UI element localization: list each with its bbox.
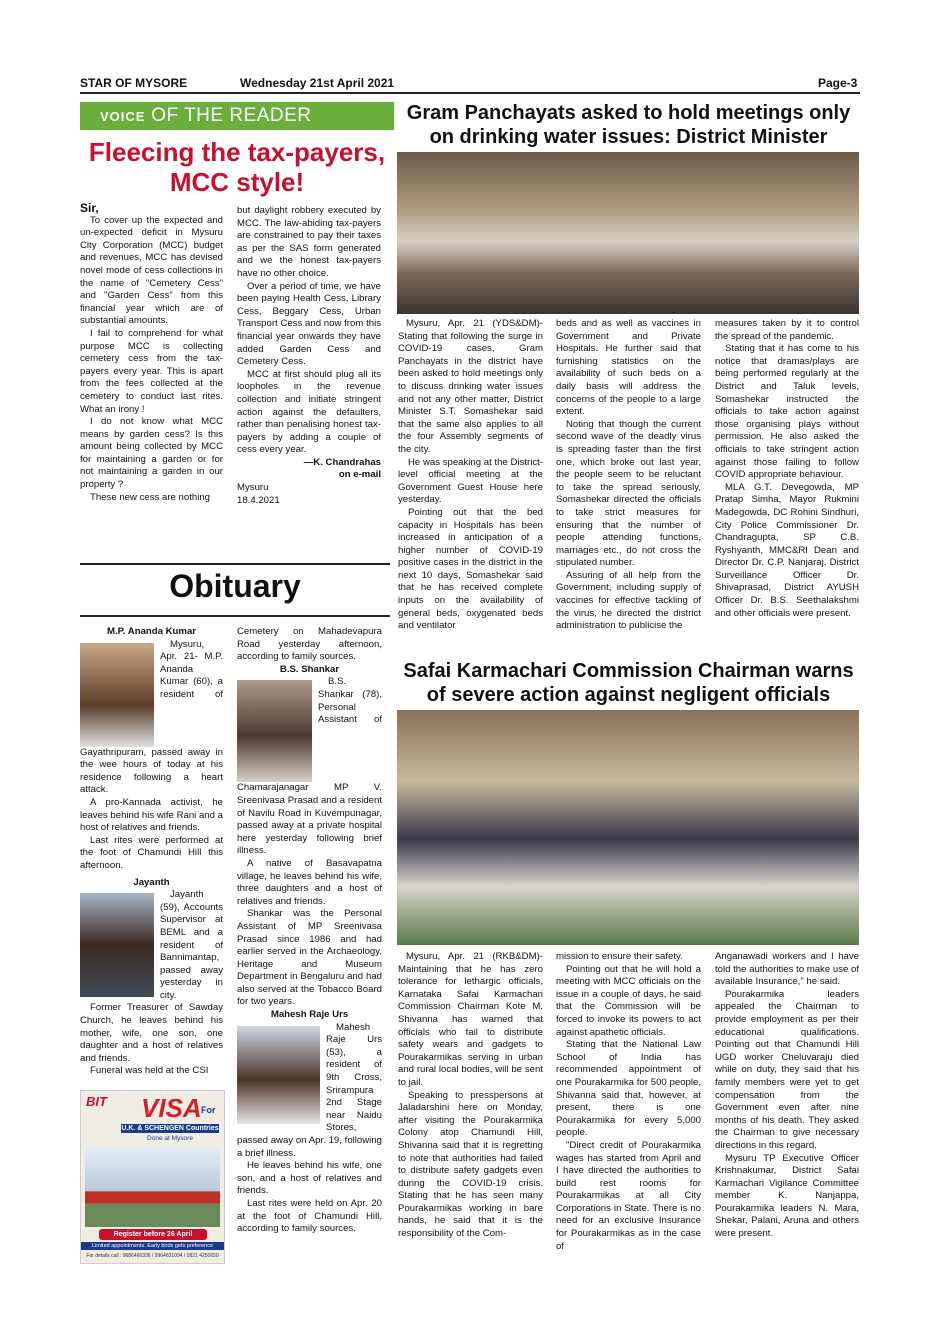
- gp-para: Noting that though the current second wave of the deadly virus is spreading faster than the first one, which broke out last year, the people seem to be reluctant to take the spread seriously, Somashekar directed the officials to take strict measures for ensuring that the number of people attending functions, marriages etc., do not cross the stipulated number.: [556, 418, 701, 569]
- gp-col-2: [556, 318, 701, 633]
- sk-headline: [395, 659, 862, 707]
- gp-headline-1: Gram Panchayats asked to hold meetings only: [406, 102, 851, 124]
- voice-headline-2: MCC style!: [169, 167, 305, 197]
- obituary-rule: [80, 563, 390, 565]
- obit-text: Funeral was held at the CSI: [90, 1065, 209, 1077]
- sk-para: Anganawadi workers and I have told the authorities to make use of available Insurance," he said.: [715, 951, 859, 988]
- obit-col-2: [237, 626, 382, 1236]
- voice-salutation: Sir,: [80, 201, 99, 215]
- gp-headline-2: on drinking water issues: District Minister: [429, 126, 828, 148]
- sk-col-3: [715, 951, 859, 1241]
- sk-col-2: [556, 951, 701, 1253]
- obituary-title: Obituary: [169, 568, 301, 604]
- gp-para: Stating that it has come to his notice that dramas/plays are being performed regularly at the District and Taluk levels, Somashekar instructed the officials to take action against those organising plays without permission. He also asked the officials to take stringent action against those failing to follow COVID appropriate behaviour.: [715, 343, 859, 481]
- obit-text: A pro-Kannada activist, he leaves behind his wife Rani and a host of relatives and friends.: [80, 796, 223, 834]
- page-number: Page-3: [818, 76, 858, 90]
- obit-text: Former Treasurer of Sawday Church, he leaves behind his mother, wife, one son, one daughter and a host of relatives and friends.: [80, 1002, 223, 1064]
- voice-para: MCC at first should plug all its loopholes in the revenue collection and initiate stringent action against the defaulters, rather than penalising honest tax-payers by adding a couple of cess every year.: [237, 368, 381, 456]
- obit-text: He leaves behind his wife, one son, and a host of relatives and friends.: [237, 1160, 382, 1197]
- gp-meeting-photo: [397, 152, 859, 314]
- ad-landmarks-image: [85, 1147, 220, 1227]
- masthead-title: STAR OF MYSORE: [80, 76, 188, 90]
- header-rule: [80, 92, 860, 94]
- obit-photo: [80, 893, 154, 997]
- voice-place: Mysuru: [237, 482, 269, 494]
- obit-text: Cemetery on Mahadevapura Road yesterday afternoon, according to family sources.: [237, 626, 382, 663]
- ad-brand: BIT: [86, 1094, 107, 1109]
- gp-para: Pointing out that the bed capacity in Hospitals has been increased in anticipation of a higher number of COVID-19 positive cases in the district in the next 10 days, Somashekar said that he has received complete inputs on the availability of general beds, oxygenated beds and ventilator: [398, 506, 543, 632]
- obit-name: Jayanth: [133, 876, 170, 888]
- obit-text: Shankar was the Personal Assistant of MP Sreenivasa Prasad since 1986 and had earlier served in the Archaeology, Heritage and Museum Department in Bengaluru and had also served at the Tobacco Board for two years.: [237, 908, 382, 1008]
- sk-para: Pointing out that he will hold a meeting with MCC officials on the issue in a couple of days, he said that the Commission will be forced to invoke its powers to act against apathetic officials.: [556, 963, 701, 1038]
- voice-kicker: VOICE: [100, 109, 146, 124]
- obit-photo: [237, 1026, 320, 1124]
- obit-text: Last rites were held on Apr. 20 at the foot of Chamundi Hill, according to family sources.: [237, 1197, 382, 1235]
- gp-para: Mysuru, Apr. 21 (YDS&DM)- Stating that following the surge in COVID-19 cases, Gram Panchayats in the district have been asked to hold meetings only to discuss drinking water issues and not any other matter, District Minister S.T. Somashekar said that the same also applies to all the four Assembly segments of the city.: [398, 318, 543, 455]
- obit-name: M.P. Ananda Kumar: [106, 626, 197, 637]
- ad-done: Done at Mysore: [147, 1135, 193, 1142]
- masthead-date: Wednesday 21st April 2021: [240, 76, 395, 90]
- obituary-rule: [80, 615, 390, 617]
- voice-para: Over a period of time, we have been paying Health Cess, Library Cess, Beggary Cess, Urban Transport Cess and now from this financial year onwards they have added Garden Cess and Cemetery Cess.: [237, 280, 381, 368]
- sk-headline-2: of severe action against negligent officials: [426, 684, 831, 706]
- ad-for: For: [201, 1105, 216, 1115]
- voice-para: I do not know what MCC means by garden cess? Is this amount being collected by MCC for maintaining a garden or for not maintaining a garden in our property ?: [80, 416, 223, 491]
- gp-para: Assuring of all help from the Government, including supply of vaccines for effective tackling of the virus, he directed the district administration to publicise the: [556, 569, 701, 632]
- voice-signature-source: on e-mail: [338, 469, 381, 481]
- gp-col-1: [398, 318, 543, 633]
- obit-text: Mahesh Raje Urs (53), a resident of 9th Cross, Srirampura 2nd Stage near Naidu Stores, passed away on Apr. 19, following a brief illness.: [237, 1021, 382, 1159]
- voice-para: but daylight robbery executed by MCC. The law-abiding tax-payers are constrained to pay their taxes as per the SAS form generated and we the honest tax-payers have no other choice.: [237, 205, 381, 279]
- gp-para: He was speaking at the District-level official meeting at the Government Guest House here yesterday.: [398, 456, 543, 506]
- sk-para: "Direct credit of Pourakarmika wages has started from April and I have directed the authorities to build rest rooms for Pourakarmikas at all City Corporations in State. There is no need for an exclusive Insurance for Pourakarmikas as in the case of: [556, 1139, 701, 1252]
- obit-photo: [237, 680, 312, 782]
- voice-banner: [80, 102, 394, 130]
- obit-text: A native of Basavapatna village, he leaves behind his wife, three daughters and a host of relatives and friends.: [237, 857, 382, 907]
- sk-visit-photo: [397, 710, 859, 945]
- voice-para: These new cess are nothing: [90, 491, 210, 503]
- voice-headline-1: Fleecing the tax-payers,: [88, 137, 386, 167]
- voice-signature: —K. Chandrahas: [303, 456, 381, 468]
- sk-para: Stating that the National Law School of India has recommended appointment of one Pourakarmika for 500 people, Shivanna said that, however, at present, there is one Pourakarmika for every 5,000 people.: [556, 1039, 701, 1139]
- voice-para: To cover up the expected and un-expected deficit in Mysuru City Corporation (MCC) budget and revenues, MCC has devised novel mode of cess collections in the name of "Cemetery Cess" and "Garden Cess" from this financial year which are of substantial amounts.: [80, 214, 223, 327]
- sk-para: Speaking to presspersons at Jaladarshini here on Monday, after visiting the Pourakarmika Colony atop Chamundi Hill, Shivanna said that it is regretting to note that authorities had failed to distribute safety gadgets even during the COVID-19 crisis. Stating that he has seen many Pourakarmikas working in bare hands, he said that it is the responsibility of the Com-: [398, 1089, 543, 1240]
- ad-contact: For details call : 9686466336 / 9964631094 / 0821 4250650: [86, 1253, 219, 1259]
- gp-para: beds and as well as vaccines in Government and Private Hospitals. He further said that furnishing statistics on the availability of such beds on a daily basis will address the concerns of the people to a large extent.: [556, 318, 701, 418]
- obit-text: Jayanth (59), Accounts Supervisor at BEML and a resident of Bannimantap, passed away yesterday in city.: [160, 889, 223, 1001]
- ad-limited: Limited appointments. Early birds gets preference: [81, 1242, 224, 1250]
- voice-headline: [80, 137, 394, 197]
- ad-register: Register before 26 April: [99, 1229, 207, 1240]
- voice-title: OF THE READER: [151, 105, 312, 126]
- voice-date: 18.4.2021: [237, 494, 280, 506]
- gp-para: MLA G.T. Devegowda, MP Pratap Simha, Mayor Rukmini Madegowda, DC Rohini Sindhuri, City Police Commissioner Dr. Chandragupta, SP C.B. Ryshyanth, MMC&RI Dean and Director Dr. C.P. Nanjaraj, District Surveillance Officer Dr. Shivaprasad, District AYUSH Officer Dr. B.S. Seethalakshmi and other officials were present.: [715, 481, 859, 619]
- obit-text: Mysuru, Apr. 21- M.P. Ananda Kumar (60), a resident of Gayathripuram, passed away in the wee hours of today at his residence following a heart attack.: [80, 638, 223, 796]
- sk-para: mission to ensure their safety.: [556, 951, 683, 962]
- voice-col-2: [237, 205, 381, 507]
- gp-col-3: [715, 318, 859, 620]
- ad-visa: VISA: [141, 1093, 202, 1123]
- sk-headline-1: Safai Karmachari Commission Chairman warns: [403, 660, 854, 682]
- sk-col-1: [398, 951, 543, 1241]
- sk-para: Mysuru, Apr. 21 (RKB&DM)- Maintaining that he has zero tolerance for lethargic officials, Karnataka Safai Karmachari Commission Chairman Kote M. Shivanna has warned that officials who fail to distribute safety wears and gadgets to Pourakarmikas serving in urban and rural local bodies, will be sent to jail.: [398, 951, 543, 1088]
- gp-para: measures taken by it to control the spread of the pandemic.: [715, 318, 859, 342]
- ad-countries: U.K. & SCHENGEN Countries: [121, 1125, 219, 1132]
- voice-col-1: [80, 202, 223, 504]
- voice-para: I fail to comprehend for what purpose MCC is collecting cemetery cess from the tax-payers every year. This is apart from the fees collected at the cemetery to conduct last rites. What an irony !: [80, 327, 223, 415]
- sk-para: Pourakarmika leaders appealed the Chairman to provide employment as per their educational qualifications. Pointing out that Chamundi Hill UGD worker Cheluvaraju died while on duty, they said that his family members were yet to get compensation from the Government even after nine months of his death. They asked the Chairman to give necessary directions in this regard.: [715, 988, 859, 1151]
- obit-text: Last rites were performed at the foot of Chamundi Hill this afternoon.: [80, 834, 223, 871]
- obit-text: B.S. Shankar (78), Personal Assistant of Chamarajanagar MP V. Sreenivasa Prasad and a resident of Navilu Road in Kuvempunagar, passed away at a private hospital here yesterday following brief illness.: [237, 676, 382, 857]
- obit-name: B.S. Shankar: [279, 663, 340, 675]
- obit-col-1: [80, 626, 223, 1078]
- visa-advertisement[interactable]: [80, 1090, 225, 1264]
- obit-name: Mahesh Raje Urs: [270, 1009, 349, 1021]
- sk-para: Mysuru TP Executive Officer Krishnakumar, District Safai Karmachari Vigilance Committee member K. Nanjappa, Pourakarmika leaders N. Mara, Shekar, Palani, Aruna and others were present.: [715, 1152, 859, 1240]
- gp-headline: [395, 101, 862, 149]
- obit-photo: [80, 643, 154, 747]
